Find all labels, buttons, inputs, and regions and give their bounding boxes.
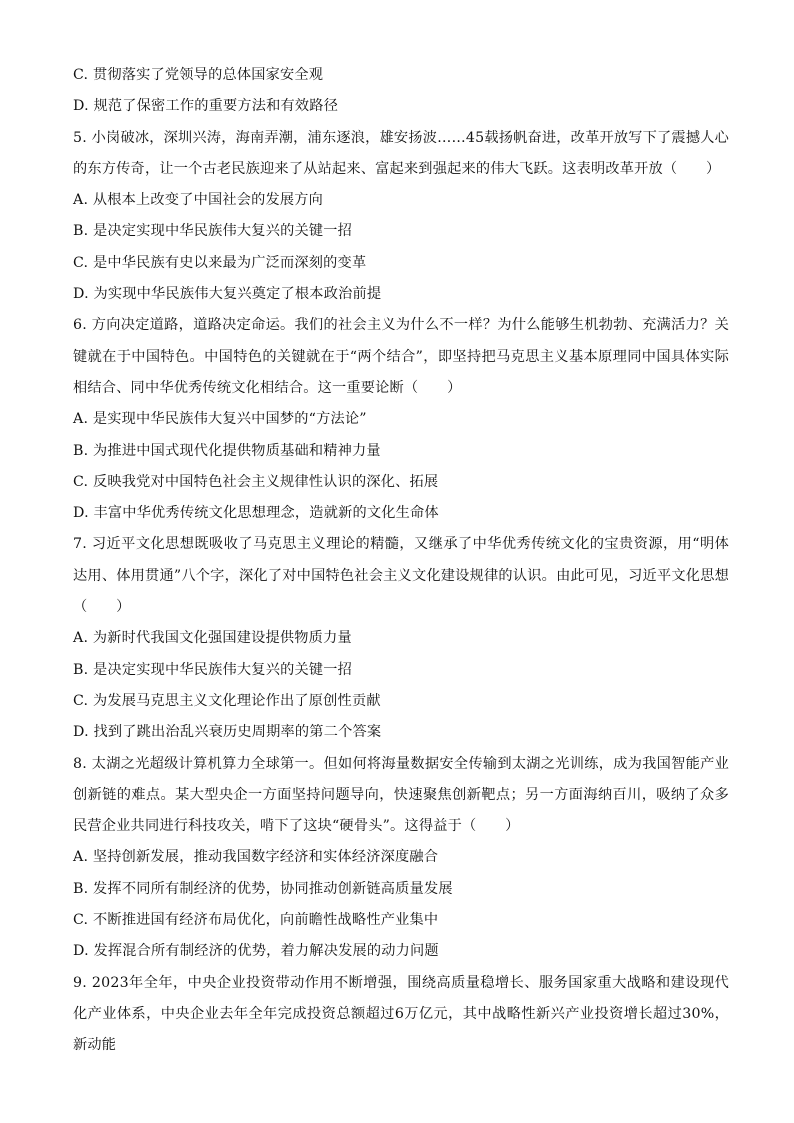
question-9: 9. 2023年全年，中央企业投资带动作用不断增强，围绕高质量稳增长、服务国家重大战略和建设现代化产业体系，中央企业去年全年完成投资总额超过6万亿元，其中战略性新兴产业投资增长超过30%，新动能 [73,974,729,1054]
option-7b: B. 是决定实现中华民族伟大复兴的关键一招 [73,661,353,678]
option-7d: D. 找到了跳出治乱兴衰历史周期率的第二个答案 [73,724,382,741]
option-6a: A. 是实现中华民族伟大复兴中国梦的“方法论” [73,411,367,428]
option-4c: C. 贯彻落实了党领导的总体国家安全观 [73,67,324,83]
option-6d: D. 丰富中华优秀传统文化思想理念，造就新的文化生命体 [73,505,439,522]
question-7: 7. 习近平文化思想既吸收了马克思主义理论的精髓，又继承了中华优秀传统文化的宝贵资源，用“明体达用、体用贯通”八个字，深化了对中国特色社会主义文化建设规律的认识。由此可见，习近平文化思想（ ） [73,536,729,616]
option-5a: A. 从根本上改变了中国社会的发展方向 [73,192,324,209]
option-5d: D. 为实现中华民族伟大复兴奠定了根本政治前提 [73,286,382,303]
option-7a: A. 为新时代我国文化强国建设提供物质力量 [73,630,352,647]
question-6: 6. 方向决定道路，道路决定命运。我们的社会主义为什么不一样？为什么能够生机勃勃、充满活力？关键就在于中国特色。中国特色的关键就在于“两个结合”，即坚持把马克思主义基本原理同中国具体实际相结合、同中华优秀传统文化相结合。这一重要论断（ ） [73,317,729,396]
option-4d: D. 规范了保密工作的重要方法和有效路径 [73,98,339,115]
option-6b: B. 为推进中国式现代化提供物质基础和精神力量 [73,442,381,459]
option-6c: C. 反映我党对中国特色社会主义规律性认识的深化、拓展 [73,473,439,490]
exam-page [73,60,729,1062]
option-8d: D. 发挥混合所有制经济的优势，着力解决发展的动力问题 [73,943,439,960]
option-8c: C. 不断推进国有经济布局优化，向前瞻性战略性产业集中 [73,912,439,929]
option-5c: C. 是中华民族有史以来最为广泛而深刻的变革 [73,254,367,271]
option-8b: B. 发挥不同所有制经济的优势，协同推动创新链高质量发展 [73,880,453,897]
question-5: 5. 小岗破冰，深圳兴涛，海南弄潮，浦东逐浪，雄安扬波……45载扬帆奋进，改革开放写下了震撼人心的东方传奇，让一个古老民族迎来了从站起来、富起来到强起来的伟大飞跃。这表明改革开放（ ） [73,129,729,177]
option-5b: B. 是决定实现中华民族伟大复兴的关键一招 [73,223,353,240]
option-8a: A. 坚持创新发展，推动我国数字经济和实体经济深度融合 [73,849,439,866]
option-7c: C. 为发展马克思主义文化理论作出了原创性贡献 [73,692,381,709]
question-8: 8. 太湖之光超级计算机算力全球第一。但如何将海量数据安全传输到太湖之光训练，成为我国智能产业创新链的难点。某大型央企一方面坚持问题导向，快速聚焦创新靶点；另一方面海纳百川，吸纳了众多民营企业共同进行科技攻关，啃下了这块“硬骨头”。这得益于（ ） [73,755,729,835]
